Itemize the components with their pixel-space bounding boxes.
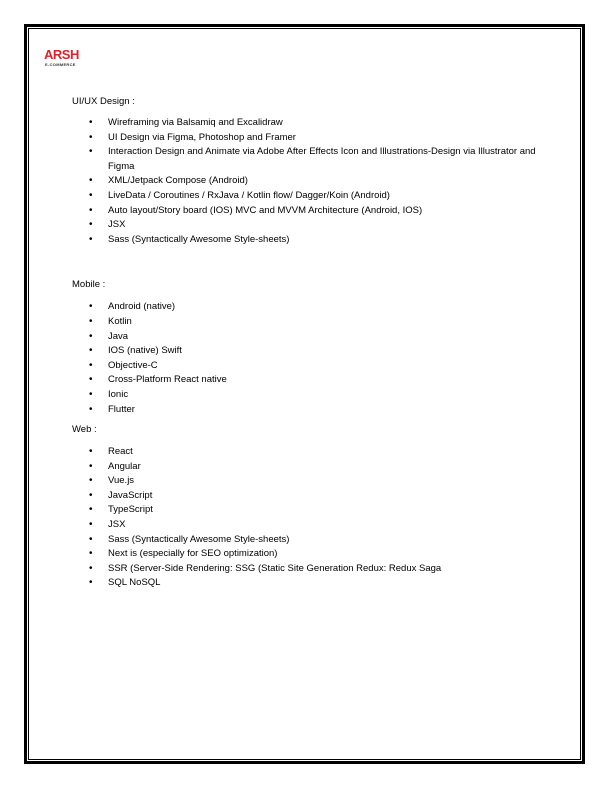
arsh-logo: [44, 48, 84, 70]
list-item: • React: [72, 445, 542, 460]
list-item: • TypeScript: [72, 503, 542, 518]
list-item: • Angular: [72, 460, 542, 475]
list-item: • JSX: [72, 518, 542, 533]
mobile-list: [72, 300, 542, 417]
list-item: • LiveData / Coroutines / RxJava / Kotlin flow/ Dagger/Koin (Android): [72, 189, 542, 204]
list-item: • SSR (Server-Side Rendering: SSG (Static Site Generation Redux: Redux Saga: [72, 562, 542, 577]
uiux-section-title: UI/UX Design :: [72, 96, 135, 107]
list-item: • JSX: [72, 218, 542, 233]
list-item: • Next is (especially for SEO optimization): [72, 547, 542, 562]
list-item: • Ionic: [72, 388, 542, 403]
list-item: • Vue.js: [72, 474, 542, 489]
mobile-section-title: Mobile :: [72, 279, 106, 291]
list-item: • Objective-C: [72, 359, 542, 374]
list-item: • Sass (Syntactically Awesome Style-sheets): [72, 233, 542, 248]
list-item: • Auto layout/Story board (IOS) MVC and MVVM Architecture (Android, IOS): [72, 204, 542, 219]
list-item: • Kotlin: [72, 315, 542, 330]
list-item: • Interaction Design and Animate via Adobe After Effects Icon and Illustrations-Design via Illustrator and Figma: [72, 145, 542, 174]
list-item: • Flutter: [72, 403, 542, 418]
list-item: • Sass (Syntactically Awesome Style-sheets): [72, 533, 542, 548]
list-item: • IOS (native) Swift: [72, 344, 542, 359]
list-item: • UI Design via Figma, Photoshop and Framer: [72, 131, 542, 146]
document-body: [72, 95, 542, 591]
list-item: • Java: [72, 330, 542, 345]
list-item: • Wireframing via Balsamiq and Excalidraw: [72, 116, 542, 131]
list-item: • XML/Jetpack Compose (Android): [72, 174, 542, 189]
list-item: • Android (native): [72, 300, 542, 315]
list-item: • Cross-Platform React native: [72, 373, 542, 388]
web-section-title: Web :: [72, 424, 97, 436]
logo-tagline: E-COMMERCE: [45, 62, 76, 67]
list-item: • JavaScript: [72, 489, 542, 504]
list-item: • SQL NoSQL: [72, 576, 542, 591]
uiux-list: [72, 116, 542, 247]
web-list: [72, 445, 542, 591]
logo-wordmark: ARSH: [44, 47, 79, 62]
